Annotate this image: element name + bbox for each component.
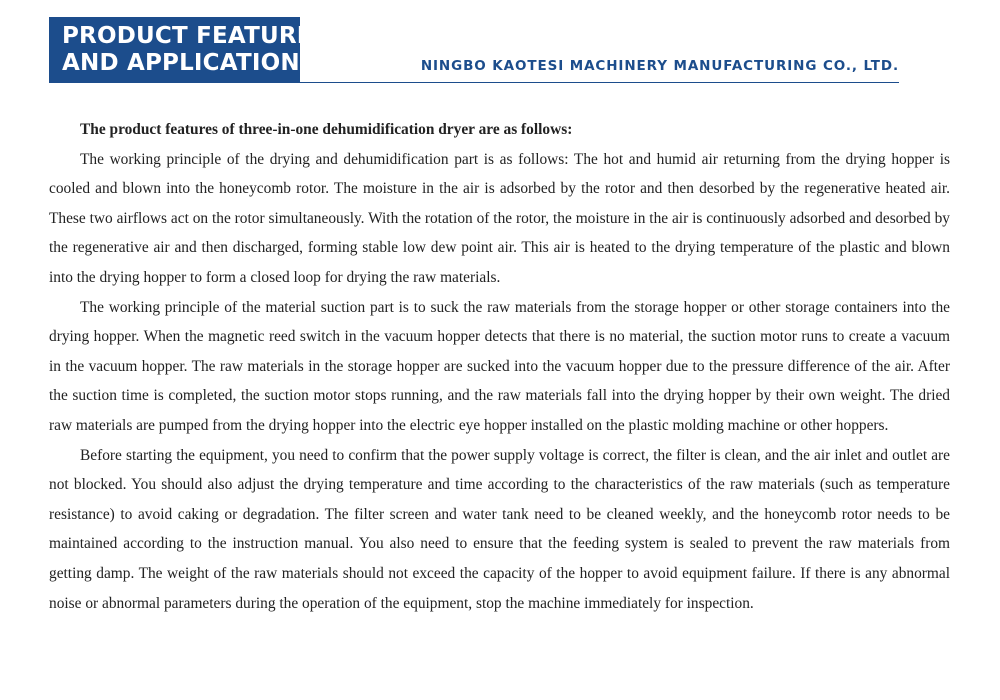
paragraph-drying-principle: The working principle of the drying and dehumidification part is as follows: The hot and humid air returning from the drying hopper is cooled and blown into the honeycomb rotor. The moisture in the air is adsorbed by the rotor and then desorbed by the regenerative heated air. These two airflows act on the rotor simultaneously. With the rotation of the rotor, the moisture in the air is continuously adsorbed and desorbed by the regenerative air and then discharged, forming stable low dew point air. This air is heated to the drying temperature of the plastic and blown into the drying hopper to form a closed loop for drying the raw materials. (49, 150, 950, 286)
paragraph-operation-notes: Before starting the equipment, you need to confirm that the power supply voltage is correct, the filter is clean, and the air inlet and outlet are not blocked. You should also adjust the drying temperature and time according to the characteristics of the raw materials (such as temperature resistance) to avoid caking or degradation. The filter screen and water tank need to be cleaned weekly, and the honeycomb rotor needs to be maintained according to the instruction manual. You also need to ensure that the feeding system is sealed to prevent the raw materials from getting damp. The weight of the raw materials should not exceed the capacity of the hopper to avoid equipment failure. If there is any abnormal noise or abnormal parameters during the operation of the equipment, stop the machine immediately for inspection. (49, 446, 950, 612)
section-title-box (49, 17, 313, 83)
section-title-line-1: PRODUCT FEATURE (62, 23, 313, 49)
article-body (49, 115, 950, 618)
header-divider (49, 82, 899, 83)
section-title-line-2: AND APPLICATION (62, 50, 300, 76)
article-heading: The product features of three-in-one dehumidification dryer are as follows: (80, 121, 573, 138)
paragraph-suction-principle: The working principle of the material suction part is to suck the raw materials from the storage hopper or other storage containers into the drying hopper. When the magnetic reed switch in the vacuum hopper detects that there is no material, the suction motor runs to create a vacuum in the vacuum hopper. The raw materials in the storage hopper are sucked into the vacuum hopper due to the pressure difference of the air. After the suction time is completed, the suction motor stops running, and the raw materials fall into the drying hopper by their own weight. The dried raw materials are pumped from the drying hopper into the electric eye hopper installed on the plastic molding machine or other hoppers. (49, 298, 950, 434)
company-name: NINGBO KAOTESI MACHINERY MANUFACTURING CO., LTD. (420, 58, 899, 74)
